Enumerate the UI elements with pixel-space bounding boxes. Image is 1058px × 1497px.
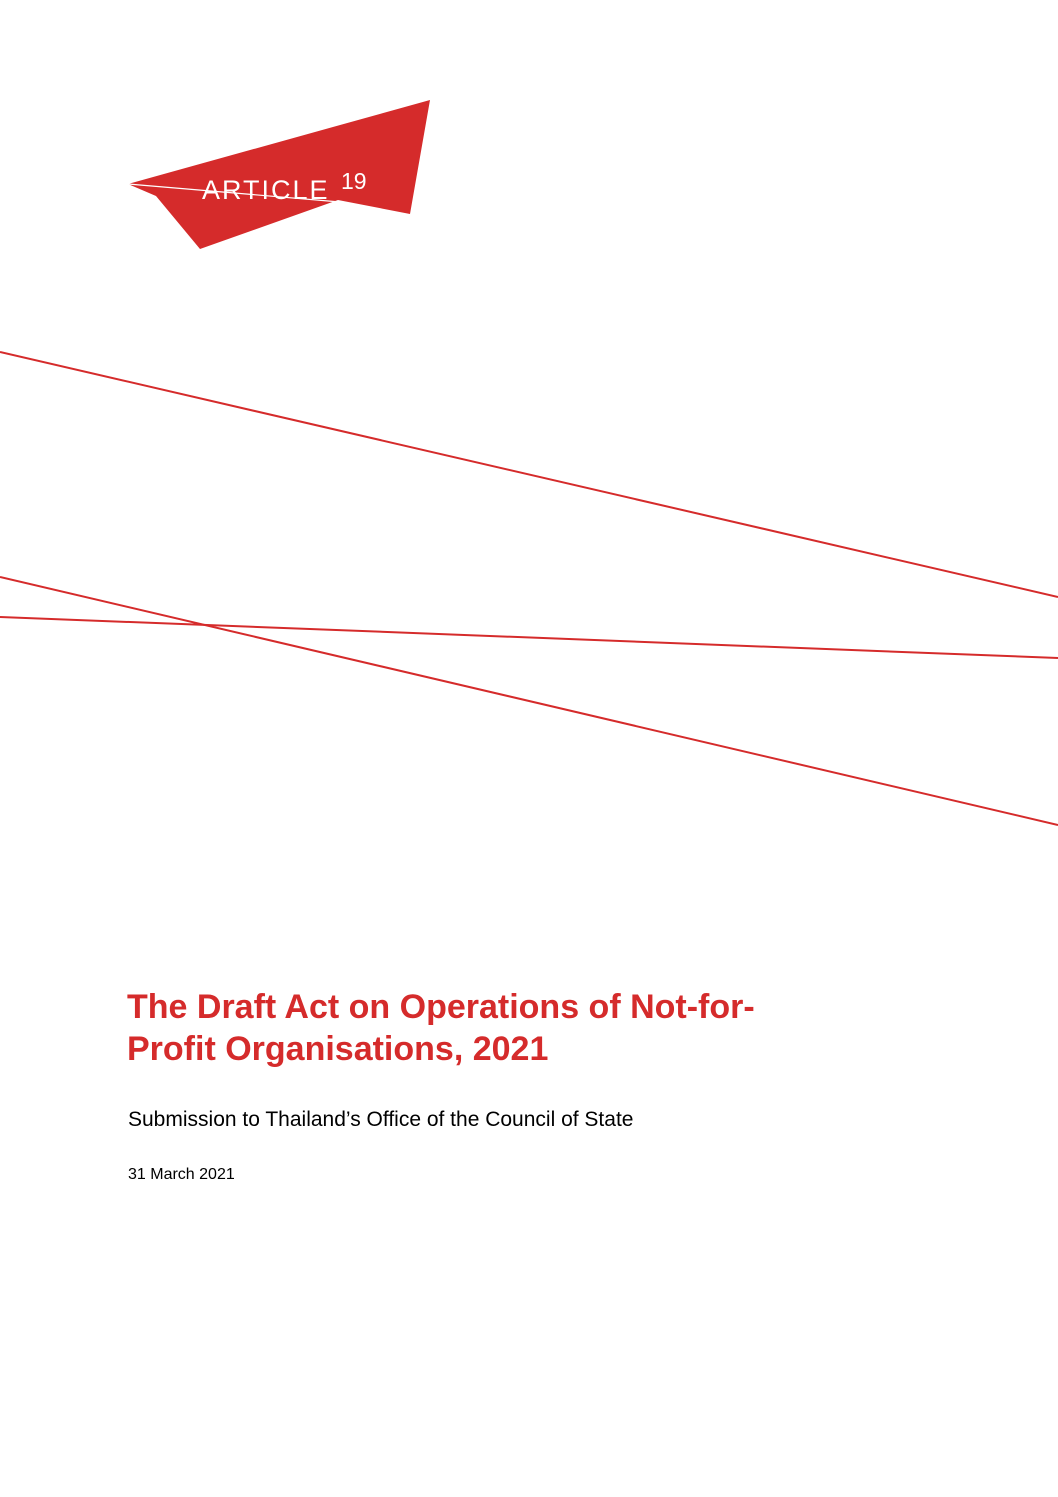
article19-logo	[0, 0, 1058, 300]
decorative-line	[0, 617, 1058, 658]
decorative-line	[0, 352, 1058, 597]
document-subtitle: Submission to Thailand’s Office of the Council of State	[128, 1108, 634, 1131]
logo-wordmark: ARTICLE	[202, 175, 330, 205]
document-date: 31 March 2021	[128, 1166, 235, 1183]
title-line-1: The Draft Act on Operations of Not-for-	[127, 988, 755, 1026]
decorative-line	[0, 577, 1058, 825]
logo-number: 19	[341, 168, 367, 194]
title-line-2: Profit Organisations, 2021	[127, 1030, 549, 1068]
document-title	[127, 986, 927, 1070]
